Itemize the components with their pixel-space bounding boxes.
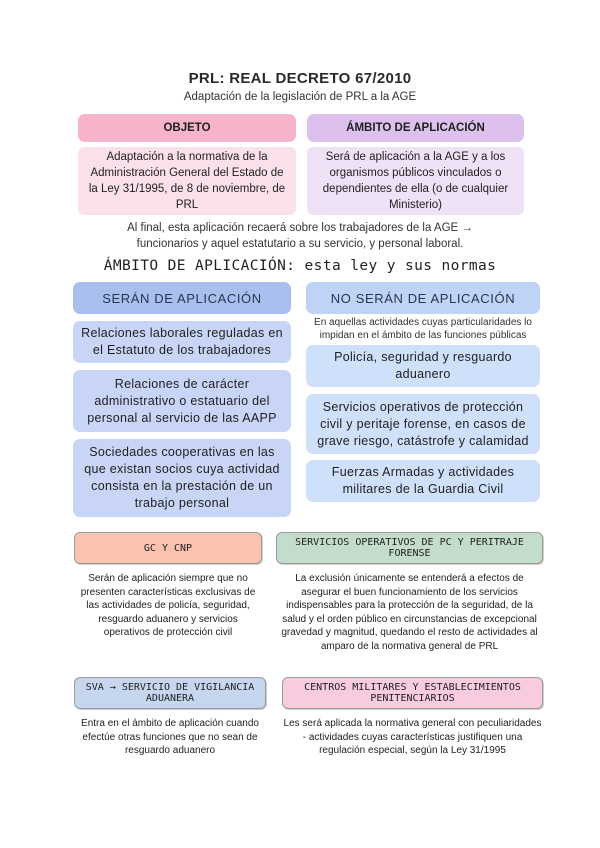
no-seran-item-1: Policía, seguridad y resguardo aduanero — [306, 345, 540, 387]
seran-item-1: Relaciones laborales reguladas en el Estatuto de los trabajadores — [73, 321, 291, 363]
centros-text: Les será aplicada la normativa general con peculiaridades - actividades cuyas características justifiquen una regulación especial, según la Ley 31/1995 — [283, 718, 542, 756]
gc-cnp-text: Serán de aplicación siempre que no presenten características exclusivas de las actividades de policía, seguridad, resguardo aduanero y servicios operativos de protección civil — [80, 573, 256, 638]
seran-header: SERÁN DE APLICACIÓN — [73, 282, 291, 314]
final-note: Al final, esta aplicación recaerá sobre los trabajadores de la AGE → funcionarios y aquel estatutario a su servicio, y personal laboral. — [127, 222, 473, 250]
objeto-header: OBJETO — [78, 114, 296, 142]
sva-tag: SVA → SERVICIO DE VIGILANCIA ADUANERA — [74, 677, 266, 709]
page-title: PRL: REAL DECRETO 67/2010 — [188, 70, 412, 87]
no-seran-item-2: Servicios operativos de protección civil y peritaje forense, en casos de grave riesgo, catástrofe y calamidad — [306, 394, 540, 454]
page-subtitle: Adaptación de la legislación de PRL a la AGE — [183, 91, 417, 103]
ambito-header: ÁMBITO DE APLICACIÓN — [307, 114, 524, 142]
ambito-text: Será de aplicación a la AGE y a los organismos públicos vinculados o dependientes de ella (o de cualquier Ministerio) — [307, 147, 524, 215]
centros-tag: CENTROS MILITARES Y ESTABLECIMIENTOS PENITENCIARIOS — [282, 677, 543, 709]
servicios-pc-tag: SERVICIOS OPERATIVOS DE PC Y PERITRAJE FORENSE — [276, 532, 543, 564]
no-seran-header: NO SERÁN DE APLICACIÓN — [306, 282, 540, 314]
no-seran-item-3: Fuerzas Armadas y actividades militares de la Guardia Civil — [306, 460, 540, 502]
servicios-pc-text: La exclusión únicamente se entenderá a efectos de asegurar el buen funcionamiento de los servicios indispensables para la protección de la seguridad, de la salud y el orden público en circunstancias de excepcional gravedad y magnitud, quedando el resto de actividades al amparo de la normativa general de PRL — [281, 573, 538, 652]
no-seran-note: En aquellas actividades cuyas particularidades lo impidan en el ámbito de las funciones públicas — [314, 317, 532, 341]
sva-text: Entra en el ámbito de aplicación cuando efectúe otras funciones que no sean de resguardo aduanero — [81, 718, 259, 756]
objeto-text: Adaptación a la normativa de la Administración General del Estado de la Ley 31/1995, de 8 de noviembre, de PRL — [78, 147, 296, 215]
gc-cnp-tag: GC Y CNP — [74, 532, 262, 564]
section-title: ÁMBITO DE APLICACIÓN: esta ley y sus normas — [103, 258, 497, 274]
seran-item-3: Sociedades cooperativas en las que existan socios cuya actividad consista en la prestación de un trabajo personal — [73, 439, 291, 517]
seran-item-2: Relaciones de carácter administrativo o estatuario del personal al servicio de las AAPP — [73, 370, 291, 432]
